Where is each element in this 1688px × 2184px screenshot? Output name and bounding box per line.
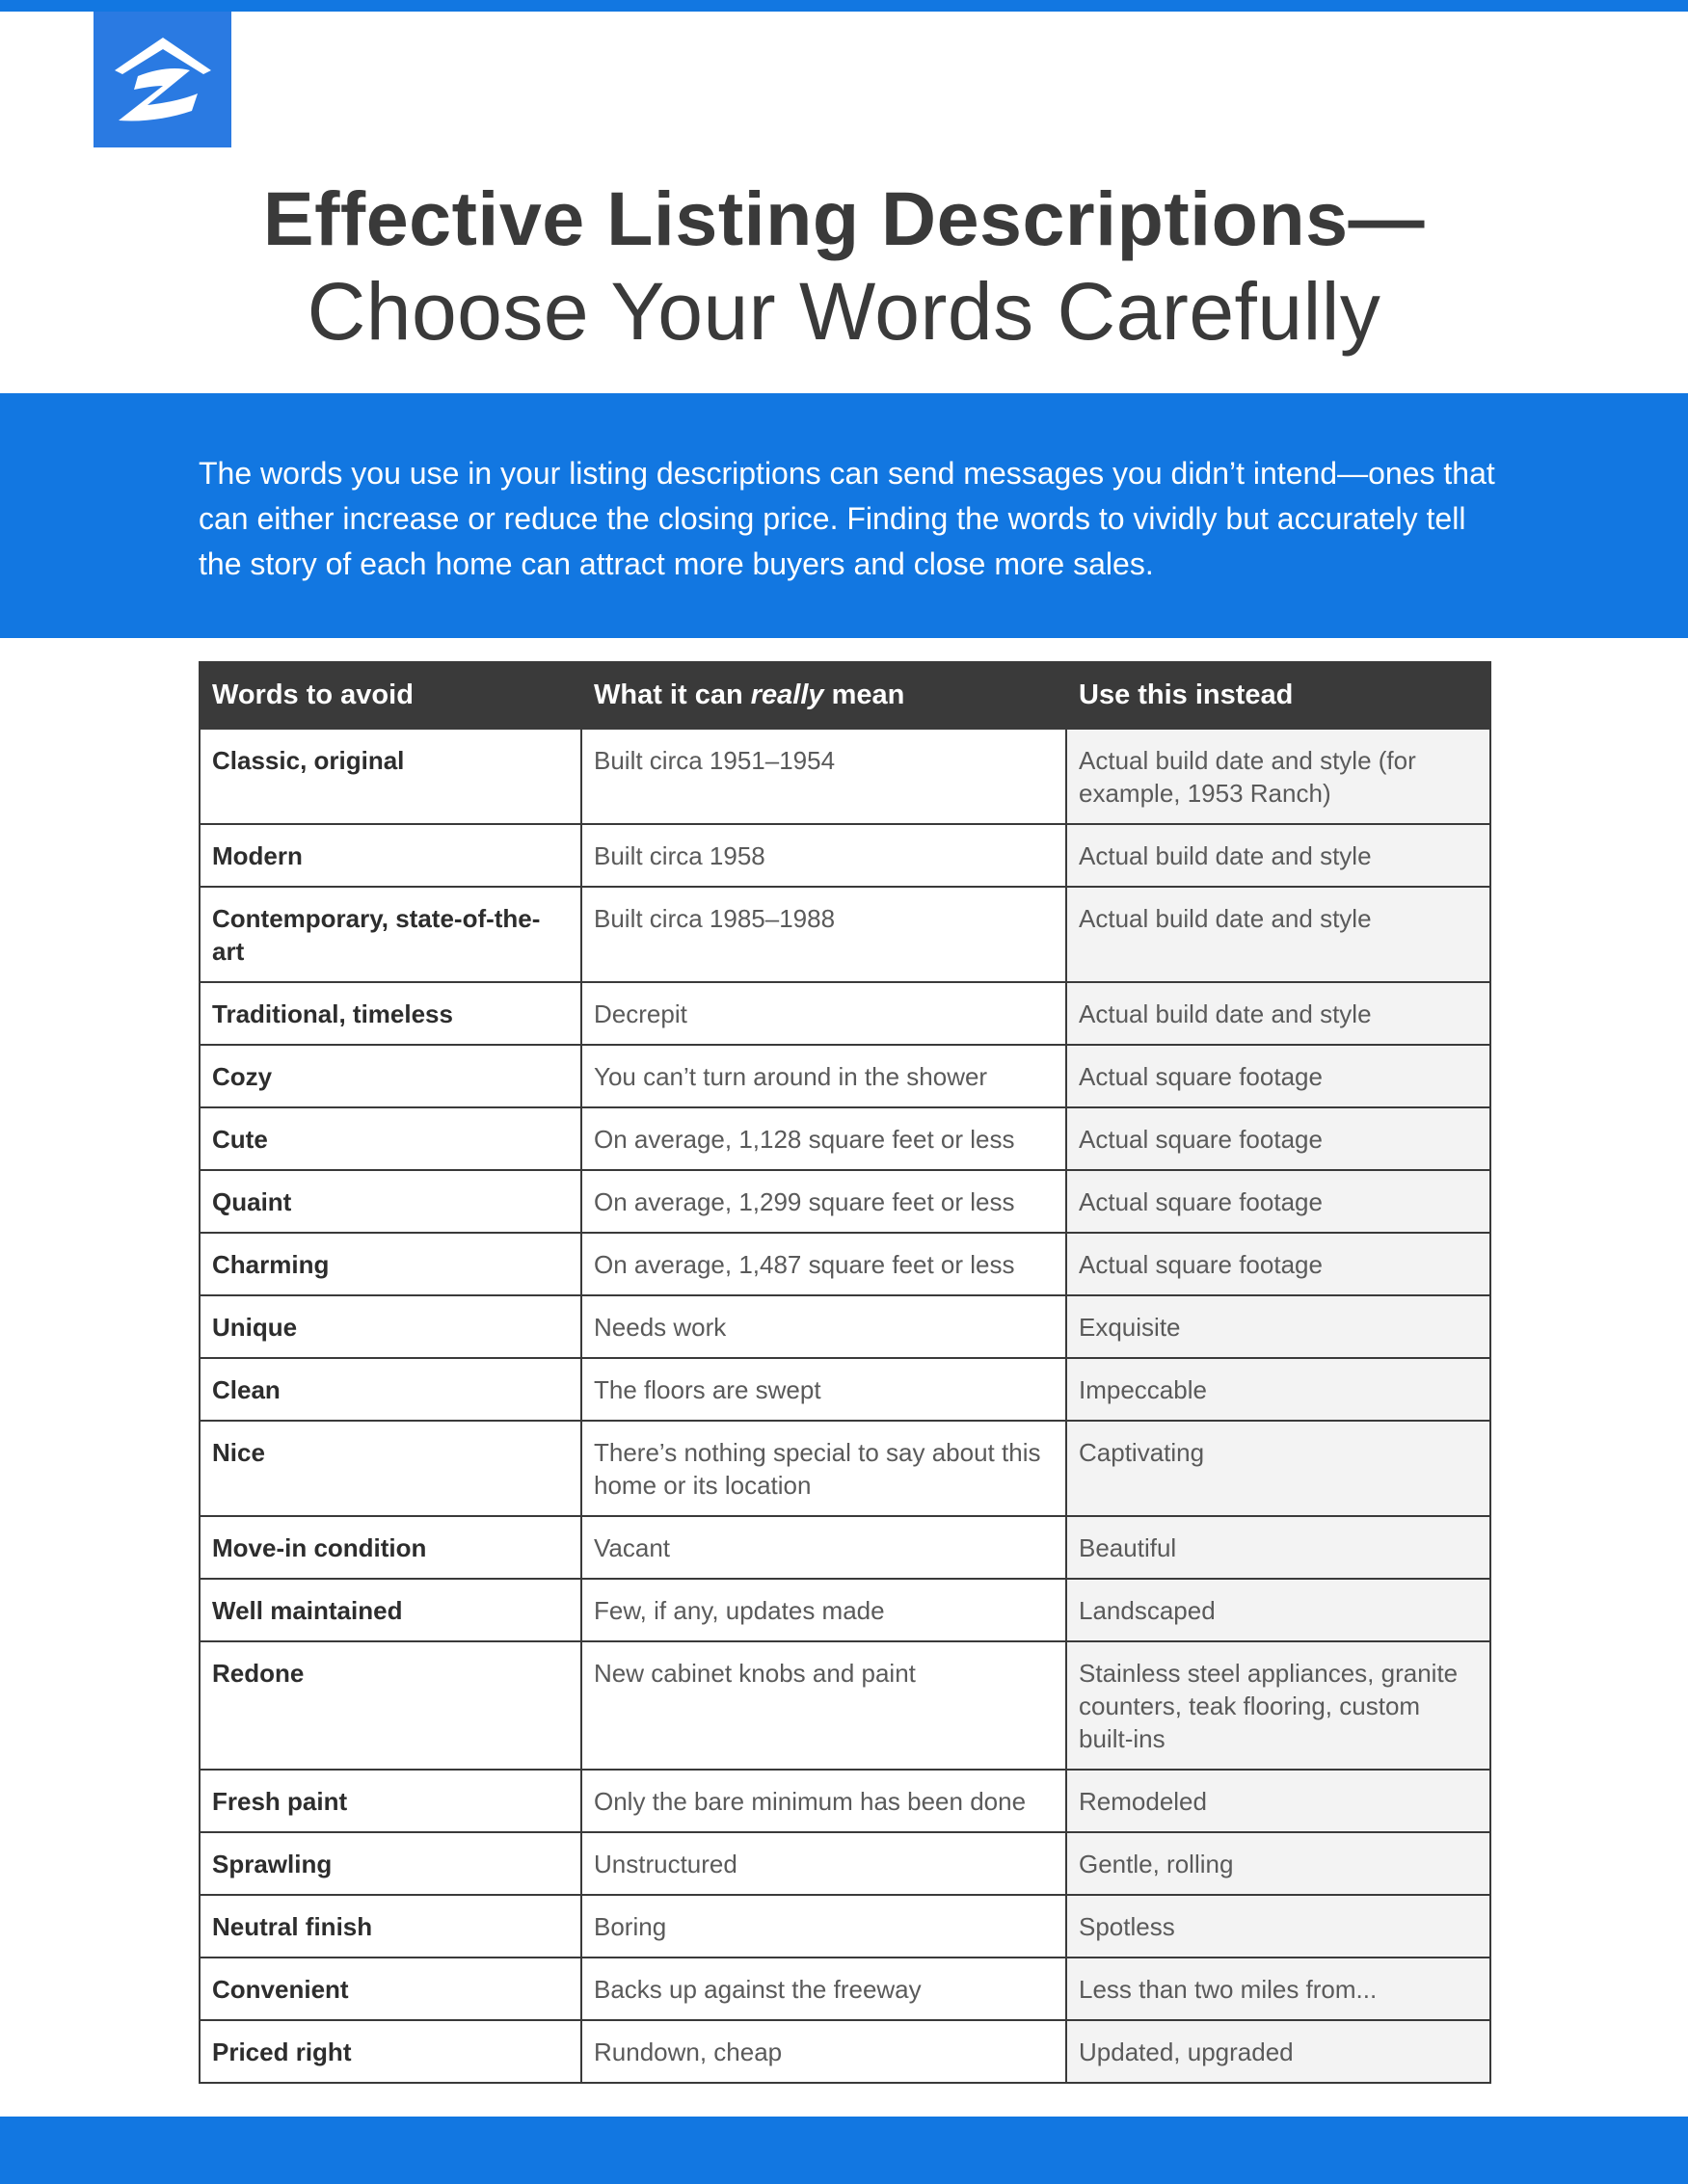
table-row — [200, 1895, 1490, 1958]
page-title — [0, 173, 1688, 359]
header-meaning-post: mean — [823, 679, 905, 710]
cell-real-meaning: Built circa 1951–1954 — [581, 729, 1066, 824]
cell-word-to-avoid: Convenient — [200, 1958, 581, 2020]
header-what-it-means — [581, 662, 1066, 729]
cell-use-instead: Impeccable — [1066, 1358, 1490, 1421]
table-row — [200, 887, 1490, 982]
cell-word-to-avoid: Nice — [200, 1421, 581, 1516]
cell-use-instead: Actual build date and style (for example, 1953 Ranch) — [1066, 729, 1490, 824]
cell-real-meaning: Needs work — [581, 1295, 1066, 1358]
cell-word-to-avoid: Quaint — [200, 1170, 581, 1233]
cell-real-meaning: Backs up against the freeway — [581, 1958, 1066, 2020]
table-row — [200, 1358, 1490, 1421]
zillow-z-icon — [109, 34, 217, 126]
table-row — [200, 1170, 1490, 1233]
cell-use-instead: Actual square footage — [1066, 1233, 1490, 1295]
cell-word-to-avoid: Move-in condition — [200, 1516, 581, 1579]
cell-real-meaning: On average, 1,487 square feet or less — [581, 1233, 1066, 1295]
cell-use-instead: Updated, upgraded — [1066, 2020, 1490, 2083]
cell-word-to-avoid: Modern — [200, 824, 581, 887]
table-row — [200, 1295, 1490, 1358]
cell-use-instead: Actual build date and style — [1066, 824, 1490, 887]
cell-use-instead: Gentle, rolling — [1066, 1832, 1490, 1895]
cell-use-instead: Actual square footage — [1066, 1045, 1490, 1107]
cell-use-instead: Stainless steel appliances, granite counters, teak flooring, custom built-ins — [1066, 1641, 1490, 1770]
cell-real-meaning: Boring — [581, 1895, 1066, 1958]
cell-use-instead: Exquisite — [1066, 1295, 1490, 1358]
table-row — [200, 2020, 1490, 2083]
cell-use-instead: Actual build date and style — [1066, 887, 1490, 982]
table-row — [200, 1045, 1490, 1107]
table-row — [200, 1958, 1490, 2020]
table-row — [200, 729, 1490, 824]
cell-word-to-avoid: Priced right — [200, 2020, 581, 2083]
table-row — [200, 1641, 1490, 1770]
header-meaning-emphasis: really — [750, 679, 824, 710]
bottom-accent-bar — [0, 2117, 1688, 2184]
title-line-1: Effective Listing Descriptions— — [262, 175, 1426, 261]
title-line-2: Choose Your Words Carefully — [307, 266, 1381, 357]
cell-real-meaning: There’s nothing special to say about this home or its location — [581, 1421, 1066, 1516]
cell-word-to-avoid: Sprawling — [200, 1832, 581, 1895]
table-row — [200, 1421, 1490, 1516]
cell-word-to-avoid: Unique — [200, 1295, 581, 1358]
table-row — [200, 1832, 1490, 1895]
table-row — [200, 1233, 1490, 1295]
cell-use-instead: Remodeled — [1066, 1770, 1490, 1832]
cell-use-instead: Beautiful — [1066, 1516, 1490, 1579]
cell-real-meaning: Built circa 1985–1988 — [581, 887, 1066, 982]
cell-use-instead: Actual square footage — [1066, 1107, 1490, 1170]
cell-real-meaning: Built circa 1958 — [581, 824, 1066, 887]
cell-use-instead: Actual square footage — [1066, 1170, 1490, 1233]
table-header-row — [200, 662, 1490, 729]
cell-real-meaning: Unstructured — [581, 1832, 1066, 1895]
cell-real-meaning: Rundown, cheap — [581, 2020, 1066, 2083]
cell-real-meaning: Decrepit — [581, 982, 1066, 1045]
cell-use-instead: Captivating — [1066, 1421, 1490, 1516]
cell-word-to-avoid: Cute — [200, 1107, 581, 1170]
cell-word-to-avoid: Cozy — [200, 1045, 581, 1107]
top-accent-bar — [0, 0, 1688, 12]
cell-real-meaning: On average, 1,299 square feet or less — [581, 1170, 1066, 1233]
header-meaning-pre: What it can — [594, 679, 751, 710]
intro-paragraph: The words you use in your listing descriptions can send messages you didn’t intend—ones that can either increase or reduce the closing price. Finding the words to vividly but accurately tell the story of each home can attract more buyers and close more sales. — [199, 456, 1495, 581]
cell-word-to-avoid: Neutral finish — [200, 1895, 581, 1958]
table-row — [200, 982, 1490, 1045]
cell-word-to-avoid: Clean — [200, 1358, 581, 1421]
table-row — [200, 824, 1490, 887]
cell-real-meaning: You can’t turn around in the shower — [581, 1045, 1066, 1107]
cell-word-to-avoid: Well maintained — [200, 1579, 581, 1641]
words-table — [199, 661, 1491, 2084]
table-row — [200, 1516, 1490, 1579]
table-row — [200, 1579, 1490, 1641]
cell-word-to-avoid: Contemporary, state-of-the-art — [200, 887, 581, 982]
cell-use-instead: Less than two miles from... — [1066, 1958, 1490, 2020]
cell-word-to-avoid: Redone — [200, 1641, 581, 1770]
zillow-logo — [94, 12, 231, 147]
cell-real-meaning: New cabinet knobs and paint — [581, 1641, 1066, 1770]
cell-word-to-avoid: Charming — [200, 1233, 581, 1295]
cell-word-to-avoid: Classic, original — [200, 729, 581, 824]
table-body — [200, 729, 1490, 2083]
table-row — [200, 1770, 1490, 1832]
cell-use-instead: Spotless — [1066, 1895, 1490, 1958]
header-words-to-avoid: Words to avoid — [200, 662, 581, 729]
cell-use-instead: Actual build date and style — [1066, 982, 1490, 1045]
cell-use-instead: Landscaped — [1066, 1579, 1490, 1641]
table-row — [200, 1107, 1490, 1170]
cell-real-meaning: Vacant — [581, 1516, 1066, 1579]
cell-real-meaning: On average, 1,128 square feet or less — [581, 1107, 1066, 1170]
header-use-instead: Use this instead — [1066, 662, 1490, 729]
intro-band — [0, 393, 1688, 638]
cell-word-to-avoid: Fresh paint — [200, 1770, 581, 1832]
cell-real-meaning: Only the bare minimum has been done — [581, 1770, 1066, 1832]
cell-real-meaning: Few, if any, updates made — [581, 1579, 1066, 1641]
cell-word-to-avoid: Traditional, timeless — [200, 982, 581, 1045]
cell-real-meaning: The floors are swept — [581, 1358, 1066, 1421]
